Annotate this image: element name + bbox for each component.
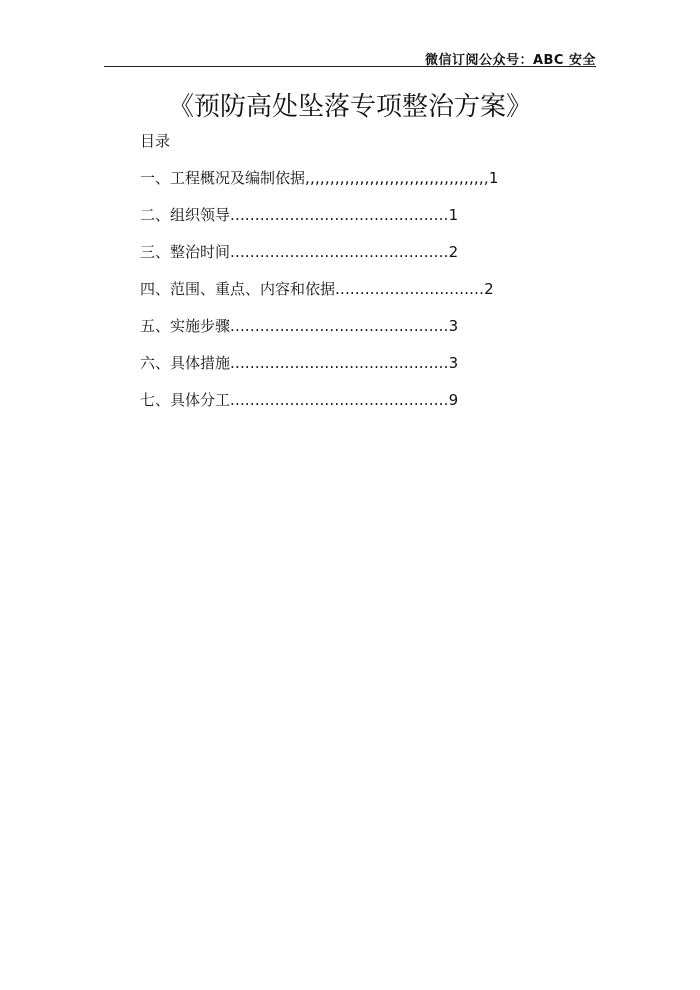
toc-page-number: 9 [448,391,459,409]
toc-page-number: 3 [448,317,459,335]
toc-item-2[interactable] [140,203,520,240]
toc-item-7[interactable] [140,388,520,425]
toc-item-label: 五、实施步骤 [140,317,231,335]
toc-page-number: 2 [448,243,459,261]
document-title: 《预防高处坠落专项整治方案》 [167,92,532,122]
toc-item-label: 一、工程概况及编制依据 [140,169,306,187]
toc-item-5[interactable] [140,314,520,351]
header-text: 微信订阅公众号：ABC 安全 [424,53,596,68]
toc-page-number: 2 [484,280,494,298]
toc-leader-dots: ............................................ [230,317,449,335]
toc-leader-dots: ............................................ [230,391,449,409]
toc-item-1[interactable] [140,166,520,203]
toc-item-label: 六、具体措施 [140,354,231,372]
page-header [0,0,700,70]
header-divider [104,66,596,67]
toc-heading: 目录 [140,132,171,150]
toc-leader-dots: ,,,,,,,,,,,,,,,,,,,,,,,,,,,,,,,,,,,,, [305,169,489,187]
toc-page-number: 3 [448,354,459,372]
toc-item-4[interactable] [140,277,520,314]
toc-item-label: 三、整治时间 [140,243,231,261]
toc-item-label: 四、范围、重点、内容和依据 [140,280,336,298]
toc-page-number: 1 [448,206,459,224]
toc-item-6[interactable] [140,351,520,388]
toc-item-label: 二、组织领导 [140,206,231,224]
toc-leader-dots: .............................. [335,280,485,298]
toc-leader-dots: ............................................ [230,206,449,224]
toc-item-3[interactable] [140,240,520,277]
toc-page-number: 1 [488,169,499,187]
toc-leader-dots: ............................................ [230,354,449,372]
toc-item-label: 七、具体分工 [140,391,231,409]
table-of-contents [140,166,520,425]
toc-leader-dots: ............................................ [230,243,449,261]
